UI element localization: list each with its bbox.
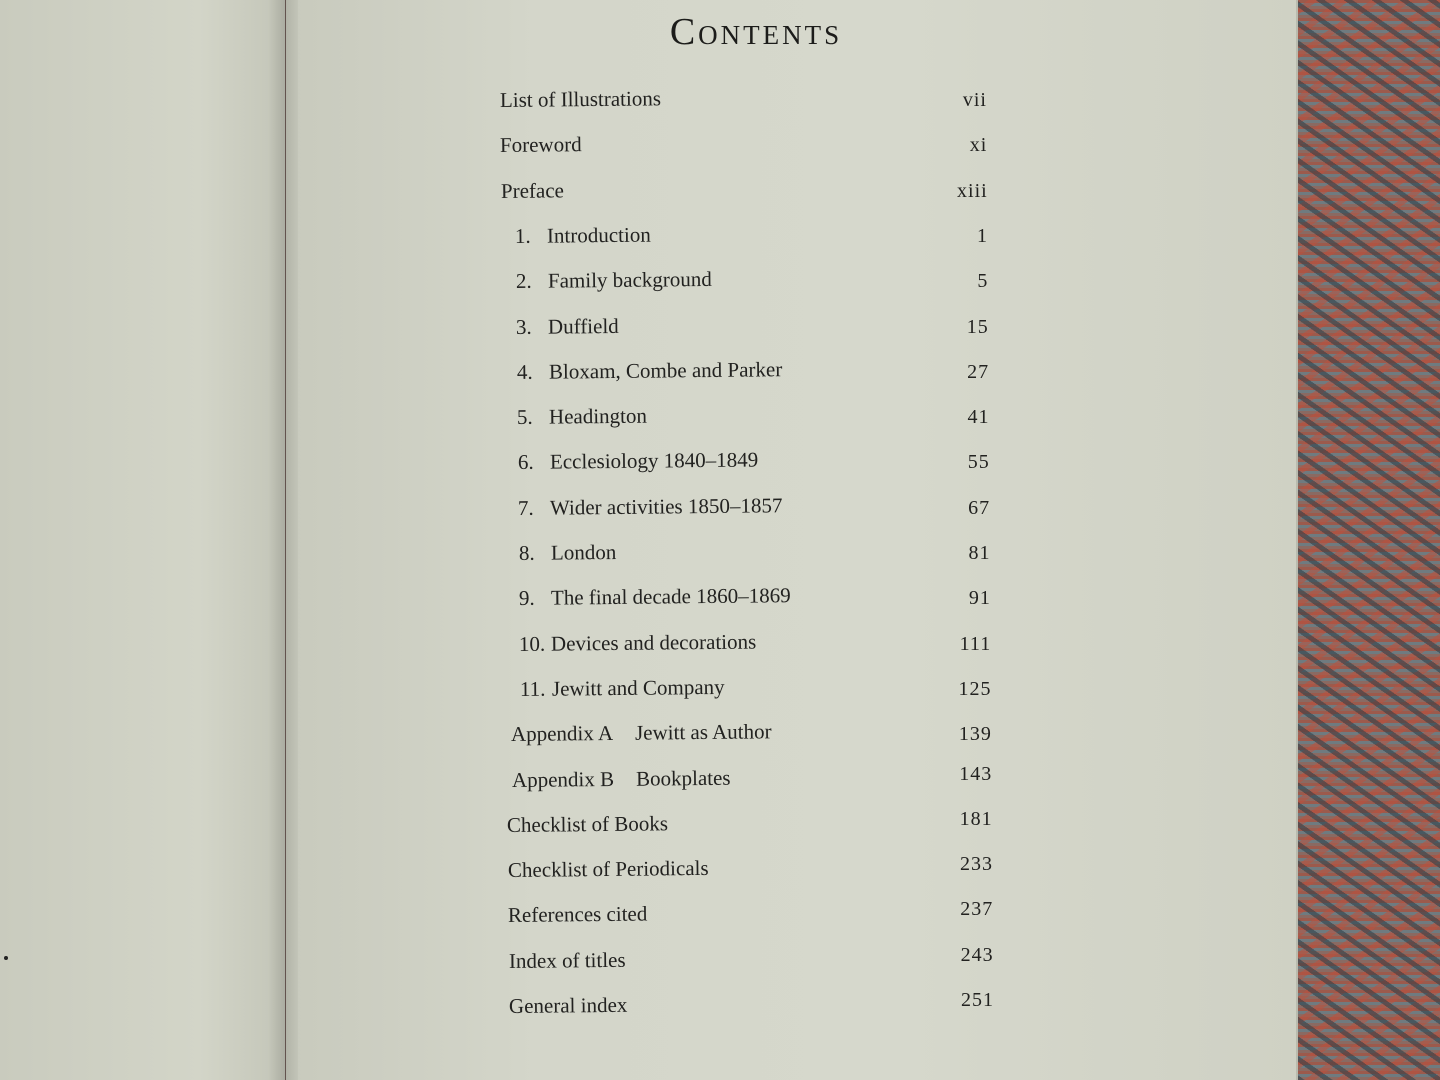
toc-entry-page: 251	[961, 989, 994, 1011]
toc-entry-page: 27	[967, 360, 990, 383]
toc-entry-title: Checklist of Periodicals	[507, 855, 709, 883]
toc-entry-number: 4.	[516, 359, 533, 384]
toc-entry-page: 55	[967, 451, 990, 474]
toc-entry-number: 10.	[519, 631, 546, 656]
toc-entry-page: 143	[959, 762, 993, 785]
toc-entry-number: 1.	[515, 223, 532, 248]
contents-page	[286, 0, 1298, 1080]
toc-entry	[519, 583, 791, 616]
toc-entry-title: Bloxam, Combe and Parker	[548, 357, 783, 384]
toc-entry	[508, 902, 648, 933]
toc-entry	[500, 132, 582, 163]
toc-entry-title: Ecclesiology 1840–1849	[549, 447, 758, 475]
toc-entry-number: 5.	[516, 404, 533, 430]
toc-entry-number: 3.	[516, 314, 533, 339]
toc-entry-page: xiii	[957, 179, 988, 202]
toc-entry-page: 15	[966, 315, 989, 338]
toc-entry-page: 125	[958, 677, 992, 700]
toc-entry-page: 181	[959, 807, 993, 830]
toc-entry-title: References cited	[507, 901, 648, 928]
toc-entry	[519, 629, 757, 661]
toc-entry	[515, 222, 651, 253]
toc-entry	[508, 947, 625, 978]
toc-entry	[516, 313, 619, 344]
toc-entry-title: Introduction	[547, 222, 652, 248]
textile-background	[1296, 0, 1440, 1080]
toc-entry-number: Appendix A	[511, 721, 614, 747]
toc-entry	[520, 675, 725, 707]
toc-entry-page: xi	[969, 134, 988, 157]
toc-entry-title: Wider activities 1850–1857	[549, 492, 783, 520]
toc-entry	[509, 993, 628, 1024]
facing-page	[0, 0, 285, 1080]
toc-entry-number: 8.	[518, 540, 535, 565]
toc-entry-title: General index	[508, 992, 628, 1018]
toc-entry	[518, 493, 783, 526]
toc-entry	[507, 811, 668, 843]
toc-entry-title: Checklist of Books	[507, 811, 669, 837]
toc-entry-page: 233	[959, 853, 993, 876]
toc-entry-page: 111	[959, 632, 992, 655]
toc-entry-title: The final decade 1860–1869	[550, 583, 791, 610]
toc-entry-number: 9.	[518, 586, 535, 611]
page-mark	[4, 956, 8, 960]
toc-entry	[507, 856, 708, 888]
toc-entry-title: Jewitt as Author	[635, 719, 772, 745]
toc-entry-title: Headington	[548, 403, 648, 429]
toc-entry-title: Duffield	[548, 313, 620, 339]
toc-entry-title: Jewitt and Company	[551, 674, 725, 701]
toc-entry-number: 2.	[515, 269, 532, 294]
toc-entry	[516, 267, 712, 299]
toc-entry-page: 139	[958, 723, 992, 746]
toc-entry-number: 7.	[517, 495, 534, 520]
toc-entry-number: 6.	[517, 450, 534, 475]
toc-entry-page: 243	[960, 943, 994, 966]
toc-entry-page: 67	[968, 496, 991, 519]
toc-entry	[517, 404, 647, 435]
toc-entry-title: London	[550, 539, 616, 565]
toc-entry-title: Foreword	[500, 132, 583, 158]
toc-entry-page: 5	[977, 270, 989, 293]
toc-entry-page: 41	[967, 406, 990, 429]
toc-entry	[500, 86, 661, 118]
toc-entry-number: 11.	[519, 676, 546, 701]
toc-entry	[518, 540, 616, 571]
toc-entry-title: List of Illustrations	[499, 86, 662, 112]
toc-entry	[501, 178, 564, 209]
toc-entry-title: Preface	[500, 177, 564, 203]
page-title: Contents	[669, 11, 843, 53]
toc-entry-page: 81	[968, 542, 991, 564]
book-gutter	[268, 0, 298, 1080]
toc-entry	[511, 719, 772, 752]
toc-entry-number: Appendix B	[511, 766, 614, 792]
toc-entry-title: Family background	[547, 267, 712, 293]
toc-entry	[517, 448, 758, 481]
toc-entry-page: 1	[977, 224, 989, 247]
toc-entry-page: vii	[962, 89, 987, 111]
toc-entry-title: Bookplates	[635, 765, 731, 791]
toc-entry	[517, 357, 783, 390]
toc-entry-title: Index of titles	[508, 947, 626, 973]
toc-entry-title: Devices and decorations	[551, 629, 757, 656]
table-of-contents	[286, 0, 1298, 1080]
toc-entry	[511, 765, 730, 797]
toc-entry-page: 237	[960, 898, 994, 921]
toc-entry-page: 91	[968, 587, 991, 610]
